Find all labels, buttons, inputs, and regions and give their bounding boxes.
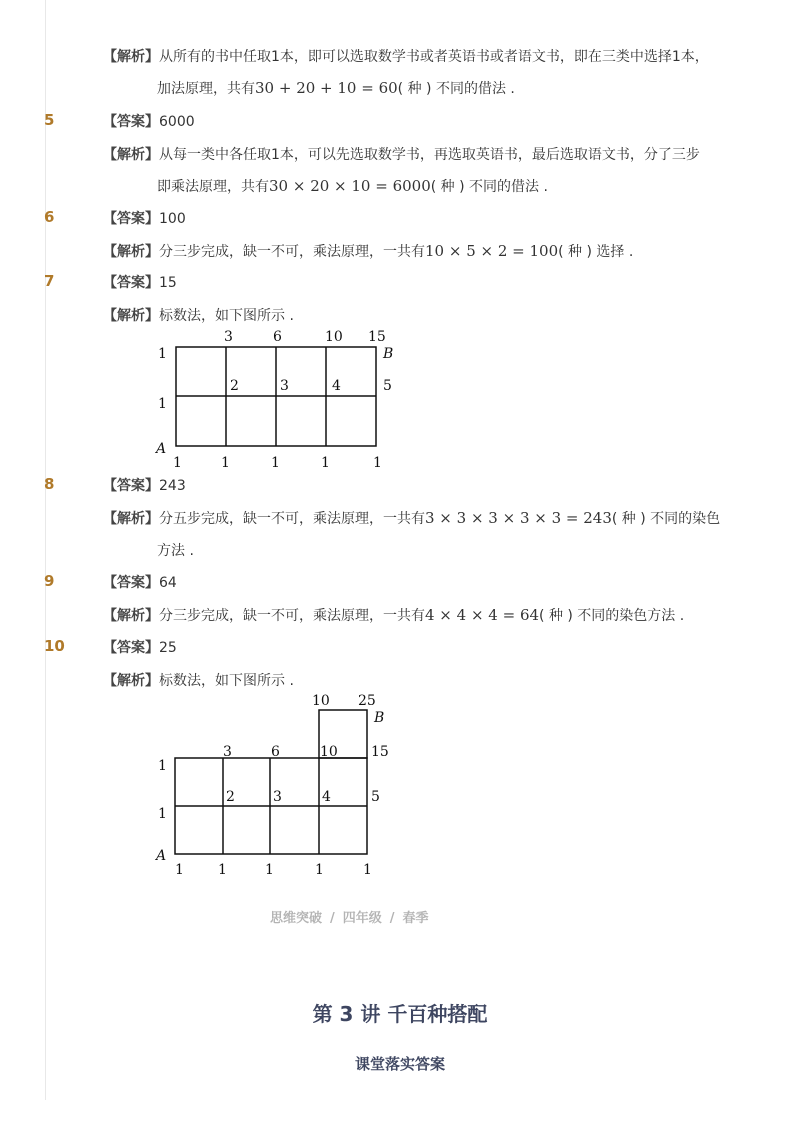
- q4-analysis-text-2a: 加法原理，共有: [157, 81, 255, 97]
- q5-answer: 6000: [159, 114, 195, 130]
- q9-answer: 64: [159, 575, 177, 591]
- answer-tag: 【答案】: [103, 114, 159, 130]
- q10-top-label: 10: [320, 744, 338, 760]
- q8-answer: 243: [159, 478, 186, 494]
- q5-analysis-text-2a: 即乘法原理，共有: [157, 179, 269, 195]
- q10-right-label: 5: [371, 789, 380, 805]
- q8-formula: 3 × 3 × 3 × 3 × 3 = 243: [425, 509, 612, 527]
- answer-tag: 【答案】: [103, 211, 159, 227]
- analysis-tag: 【解析】: [103, 511, 159, 527]
- q7-top-label: 6: [273, 329, 282, 345]
- q10-answer-line: [103, 637, 177, 657]
- q7-left-label: 1: [158, 346, 167, 362]
- q10-grid-diagram: [0, 680, 800, 880]
- q6-analysis-text-b: ( 种 ) 选择 .: [558, 244, 634, 260]
- q10-bottom-label: 1: [265, 862, 274, 878]
- q9-analysis-text-b: ( 种 ) 不同的染色方法 .: [539, 608, 685, 624]
- q8-analysis-text-2: 方法 .: [157, 543, 194, 559]
- q8-analysis-text-b: ( 种 ) 不同的染色: [611, 511, 721, 527]
- q10-bottom-label: 1: [175, 862, 184, 878]
- q4-formula: 30 + 20 + 10 = 60: [255, 79, 398, 97]
- q10-grid-lines: [175, 710, 367, 854]
- q10-bottom-label: 1: [363, 862, 372, 878]
- q10-tower-label: 25: [358, 693, 376, 709]
- q10-tower-label: 10: [312, 693, 330, 709]
- q7-bottom-label: 1: [271, 455, 280, 471]
- q9-analysis-line: [103, 605, 684, 625]
- q7-number: 7: [44, 272, 55, 290]
- q7-answer: 15: [159, 275, 177, 291]
- q7-left-label: 1: [158, 396, 167, 412]
- footer-term: 春季: [402, 911, 429, 926]
- q10-analysis-text: 标数法，如下图所示 .: [159, 673, 294, 689]
- q9-number: 9: [44, 572, 55, 590]
- q7-bottom-label: 1: [373, 455, 382, 471]
- q7-analysis-text: 标数法，如下图所示 .: [159, 308, 294, 324]
- footer-series: 思维突破: [270, 911, 323, 926]
- footer-separator: /: [330, 911, 335, 926]
- q7-bottom-label: 1: [221, 455, 230, 471]
- q10-answer: 25: [159, 640, 177, 656]
- q9-analysis-text-a: 分三步完成，缺一不可，乘法原理，一共有: [159, 608, 425, 624]
- q10-top-label: 6: [271, 744, 280, 760]
- q7-start-point: A: [156, 441, 167, 457]
- q10-left-label: 1: [158, 758, 167, 774]
- q9-answer-line: [103, 572, 177, 592]
- footer-grade: 四年级: [342, 911, 382, 926]
- q10-start-point: A: [156, 848, 167, 864]
- analysis-tag: 【解析】: [103, 308, 159, 324]
- q6-formula: 10 × 5 × 2 = 100: [425, 242, 559, 260]
- q7-end-point: B: [383, 346, 394, 362]
- footer-separator: /: [389, 911, 395, 926]
- q8-analysis-line-1: [103, 508, 720, 528]
- q5-analysis-text-1: 从每一类中各任取1本，可以先选取数学书，再选取英语书，最后选取语文书，分了三步: [159, 147, 700, 163]
- q10-number: 10: [44, 637, 65, 655]
- answer-tag: 【答案】: [103, 478, 159, 494]
- q10-mid-label: 2: [226, 789, 235, 805]
- q10-bottom-label: 1: [218, 862, 227, 878]
- lecture-title: 第 3 讲 千百种搭配: [312, 1002, 488, 1026]
- q6-analysis-text-a: 分三步完成，缺一不可，乘法原理，一共有: [159, 244, 425, 260]
- q5-formula: 30 × 20 × 10 = 6000: [269, 177, 431, 195]
- q7-mid-label: 4: [332, 378, 341, 394]
- q7-bottom-label: 1: [321, 455, 330, 471]
- q7-right-label: 5: [383, 378, 392, 394]
- q4-analysis-text-2b: ( 种 ) 不同的借法 .: [397, 81, 515, 97]
- q7-top-label: 10: [325, 329, 343, 345]
- q10-mid-label: 3: [273, 789, 282, 805]
- q10-mid-label: 4: [322, 789, 331, 805]
- q6-number: 6: [44, 208, 55, 226]
- q7-top-label: 3: [224, 329, 233, 345]
- analysis-tag: 【解析】: [103, 244, 159, 260]
- page-footer: [270, 907, 429, 926]
- q10-top-label: 3: [223, 744, 232, 760]
- analysis-tag: 【解析】: [103, 608, 159, 624]
- q7-bottom-label: 1: [173, 455, 182, 471]
- answer-tag: 【答案】: [103, 275, 159, 291]
- analysis-tag: 【解析】: [103, 147, 159, 163]
- q9-formula: 4 × 4 × 4 = 64: [425, 606, 540, 624]
- q7-mid-label: 2: [230, 378, 239, 394]
- q7-grid-diagram: [0, 0, 800, 480]
- q10-top-label: 15: [371, 744, 389, 760]
- q4-analysis-text-1: 从所有的书中任取1本，即可以选取数学书或者英语书或者语文书，即在三类中选择1本，: [159, 49, 709, 65]
- answer-tag: 【答案】: [103, 640, 159, 656]
- q6-answer: 100: [159, 211, 186, 227]
- q5-number: 5: [44, 111, 55, 129]
- analysis-tag: 【解析】: [103, 673, 159, 689]
- q8-analysis-line-2: [157, 540, 194, 560]
- q8-answer-line: [103, 475, 186, 495]
- q7-top-label: 15: [368, 329, 386, 345]
- analysis-tag: 【解析】: [103, 49, 159, 65]
- answer-tag: 【答案】: [103, 575, 159, 591]
- q7-mid-label: 3: [280, 378, 289, 394]
- q10-left-label: 1: [158, 806, 167, 822]
- q8-number: 8: [44, 475, 55, 493]
- q5-analysis-text-2b: ( 种 ) 不同的借法 .: [430, 179, 548, 195]
- q7-grid-lines: [176, 347, 376, 446]
- lecture-subtitle: 课堂落实答案: [354, 1055, 445, 1073]
- q8-analysis-text-a: 分五步完成，缺一不可，乘法原理，一共有: [159, 511, 425, 527]
- q10-bottom-label: 1: [315, 862, 324, 878]
- q10-end-point: B: [374, 710, 385, 726]
